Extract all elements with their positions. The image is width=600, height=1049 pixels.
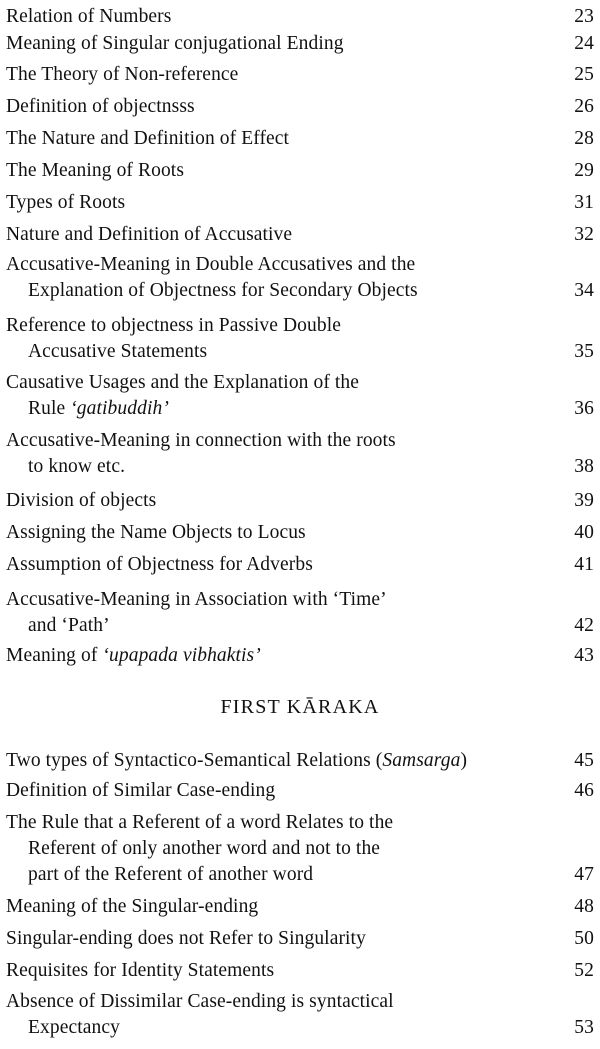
toc-entry[interactable] xyxy=(6,488,596,514)
toc-entry-text: Relation of Numbers xyxy=(6,6,172,27)
toc-entry-italic-term: ‘upapada vibhaktis’ xyxy=(102,645,261,666)
toc-entry-last-line xyxy=(6,552,596,578)
toc-page-number: 45 xyxy=(574,750,594,771)
toc-entry-title xyxy=(6,552,313,578)
toc-entry-italic-term: Samsarga xyxy=(382,750,461,771)
toc-entry-last-line xyxy=(6,126,596,152)
toc-entry[interactable] xyxy=(6,252,596,304)
toc-entry-last-line xyxy=(6,278,596,304)
toc-entry-title xyxy=(6,190,125,216)
toc-entry[interactable] xyxy=(6,894,596,920)
toc-entry-title xyxy=(6,430,396,451)
toc-entry-title xyxy=(28,454,125,480)
toc-page-number: 53 xyxy=(574,1017,594,1038)
toc-entry[interactable] xyxy=(6,222,596,248)
toc-entry-text: Absence of Dissimilar Case-ending is syntactical xyxy=(6,991,394,1012)
toc-entry-title xyxy=(6,589,387,610)
toc-entry-text: part of the Referent of another word xyxy=(28,864,314,885)
toc-entry[interactable] xyxy=(6,989,596,1041)
toc-entry-text-suffix: ) xyxy=(460,750,468,771)
toc-entry-title xyxy=(28,339,207,365)
toc-entry-text: Reference to objectness in Passive Double xyxy=(6,315,341,336)
toc-entry[interactable] xyxy=(6,587,596,639)
toc-entry-text: Meaning of the Singular-ending xyxy=(6,896,259,917)
toc-entry-last-line xyxy=(6,94,596,120)
toc-entry-title xyxy=(6,778,275,804)
toc-page-number: 36 xyxy=(574,398,594,419)
toc-entry-title xyxy=(6,158,184,184)
toc-entry-text: and ‘Path’ xyxy=(28,615,110,636)
toc-entry-text: Causative Usages and the Explanation of the xyxy=(6,372,360,393)
toc-entry-line xyxy=(6,587,596,613)
toc-entry-text: The Nature and Definition of Effect xyxy=(6,128,290,149)
toc-entry[interactable] xyxy=(6,643,596,669)
toc-entry-title xyxy=(6,488,156,514)
toc-page-number: 42 xyxy=(574,615,594,636)
toc-entry-text: Assumption of Objectness for Adverbs xyxy=(6,554,313,575)
toc-entry[interactable] xyxy=(6,428,596,480)
toc-entry-text: The Theory of Non-reference xyxy=(6,64,239,85)
toc-entry-title xyxy=(28,838,380,859)
toc-entry-last-line xyxy=(6,894,596,920)
toc-entry-title xyxy=(6,926,366,952)
toc-entry-last-line xyxy=(6,926,596,952)
toc-entry-line xyxy=(6,989,596,1015)
toc-entry-title xyxy=(28,862,313,888)
toc-entry[interactable] xyxy=(6,4,596,30)
toc-page-number: 35 xyxy=(574,341,594,362)
toc-entry-last-line xyxy=(6,748,596,774)
toc-entry-text: Assigning the Name Objects to Locus xyxy=(6,522,306,543)
toc-page-number: 50 xyxy=(574,928,594,949)
toc-entry-text: Accusative-Meaning in Association with ‘Time’ xyxy=(6,589,387,610)
toc-entry-last-line xyxy=(6,643,596,669)
toc-entry-text: The Rule that a Referent of a word Relates to the xyxy=(6,812,394,833)
toc-entry[interactable] xyxy=(6,958,596,984)
toc-page-number: 41 xyxy=(574,554,594,575)
toc-entry[interactable] xyxy=(6,31,596,57)
toc-entry[interactable] xyxy=(6,552,596,578)
toc-page-number: 46 xyxy=(574,780,594,801)
toc-page-number: 43 xyxy=(574,645,594,666)
toc-entry-line xyxy=(6,810,596,836)
toc-page-number: 38 xyxy=(574,456,594,477)
toc-page-number: 24 xyxy=(574,33,594,54)
toc-entry-text: Expectancy xyxy=(28,1017,120,1038)
toc-entry-line xyxy=(6,428,596,454)
toc-entry-title xyxy=(6,315,341,336)
toc-entry-last-line xyxy=(6,222,596,248)
toc-entry-text: Types of Roots xyxy=(6,192,126,213)
toc-entry-last-line xyxy=(6,613,596,639)
toc-entry[interactable] xyxy=(6,313,596,365)
toc-entry[interactable] xyxy=(6,926,596,952)
toc-page-number: 52 xyxy=(574,960,594,981)
toc-page-number: 40 xyxy=(574,522,594,543)
toc-page-number: 23 xyxy=(574,6,594,27)
toc-entry[interactable] xyxy=(6,810,596,888)
toc-entry-text: Meaning of Singular conjugational Ending xyxy=(6,33,344,54)
toc-entry-last-line xyxy=(6,454,596,480)
toc-entry-text: Requisites for Identity Statements xyxy=(6,960,275,981)
toc-entry-title xyxy=(6,748,467,774)
toc-entry-last-line xyxy=(6,62,596,88)
toc-entry-text: The Meaning of Roots xyxy=(6,160,185,181)
toc-entry-title xyxy=(6,958,274,984)
toc-entry-title xyxy=(6,643,261,669)
toc-entry-last-line xyxy=(6,778,596,804)
toc-entry-title xyxy=(6,62,238,88)
toc-entry-text: Two types of Syntactico-Semantical Relations ( xyxy=(6,750,383,771)
toc-entry-italic-term: ‘gatibuddih’ xyxy=(70,398,169,419)
toc-entry-line xyxy=(6,252,596,278)
toc-entry-title xyxy=(6,126,289,152)
toc-entry-last-line xyxy=(6,1015,596,1041)
toc-entry-text: Explanation of Objectness for Secondary Objects xyxy=(28,280,418,301)
toc-entry-text: Singular-ending does not Refer to Singularity xyxy=(6,928,366,949)
toc-entry-last-line xyxy=(6,4,596,30)
toc-entry-title xyxy=(6,222,292,248)
toc-entry[interactable] xyxy=(6,126,596,152)
toc-entry-text: Accusative-Meaning in connection with the roots xyxy=(6,430,396,451)
toc-entry-text: Definition of objectnsss xyxy=(6,96,195,117)
toc-entry-text: Accusative-Meaning in Double Accusatives and the xyxy=(6,254,416,275)
toc-entry-text: Division of objects xyxy=(6,490,157,511)
toc-entry-title xyxy=(28,278,418,304)
toc-entry-title xyxy=(6,94,195,120)
toc-page-number: 29 xyxy=(574,160,594,181)
toc-page-number: 28 xyxy=(574,128,594,149)
toc-entry-title xyxy=(6,991,394,1012)
toc-entry-title xyxy=(28,613,110,639)
toc-entry-last-line xyxy=(6,520,596,546)
toc-entry-text: Nature and Definition of Accusative xyxy=(6,224,293,245)
toc-entry-last-line xyxy=(6,339,596,365)
toc-entry-last-line xyxy=(6,862,596,888)
toc-entry-text: to know etc. xyxy=(28,456,126,477)
toc-entry-last-line xyxy=(6,396,596,422)
toc-entry-last-line xyxy=(6,488,596,514)
toc-entry-title xyxy=(6,812,393,833)
toc-entry-last-line xyxy=(6,158,596,184)
toc-entry-title xyxy=(6,31,344,57)
toc-entry-title xyxy=(28,1015,120,1041)
toc-page-number: 47 xyxy=(574,864,594,885)
toc-entry-last-line xyxy=(6,31,596,57)
toc-entry[interactable] xyxy=(6,190,596,216)
toc-entry-title xyxy=(6,254,415,275)
toc-page-number: 39 xyxy=(574,490,594,511)
toc-entry[interactable] xyxy=(6,370,596,422)
toc-entry[interactable] xyxy=(6,62,596,88)
toc-entry-title xyxy=(6,4,171,30)
toc-page-number: 34 xyxy=(574,280,594,301)
toc-entry-text: Referent of only another word and not to the xyxy=(28,838,381,859)
toc-entry-text: Rule xyxy=(28,398,71,419)
toc-entry-text: Meaning of xyxy=(6,645,103,666)
toc-entry-text: Accusative Statements xyxy=(28,341,208,362)
toc-entry-title xyxy=(6,894,258,920)
toc-page-number: 26 xyxy=(574,96,594,117)
toc-entry-line xyxy=(6,836,596,862)
toc-entry-line xyxy=(6,313,596,339)
toc-page-number: 25 xyxy=(574,64,594,85)
toc-entry-line xyxy=(6,370,596,396)
toc-page-number: 32 xyxy=(574,224,594,245)
toc-entry[interactable] xyxy=(6,520,596,546)
toc-entry[interactable] xyxy=(6,778,596,804)
toc-entry[interactable] xyxy=(6,748,596,774)
toc-page-number: 31 xyxy=(574,192,594,213)
toc-entry-text: Definition of Similar Case-ending xyxy=(6,780,276,801)
section-heading: FIRST KĀRAKA xyxy=(220,696,380,718)
toc-entry-last-line xyxy=(6,190,596,216)
toc-page-number: 48 xyxy=(574,896,594,917)
toc-entry-last-line xyxy=(6,958,596,984)
toc-entry-title xyxy=(6,520,306,546)
toc-entry[interactable] xyxy=(6,94,596,120)
toc-entry-title xyxy=(28,396,169,422)
toc-entry[interactable] xyxy=(6,158,596,184)
toc-entry-title xyxy=(6,372,359,393)
